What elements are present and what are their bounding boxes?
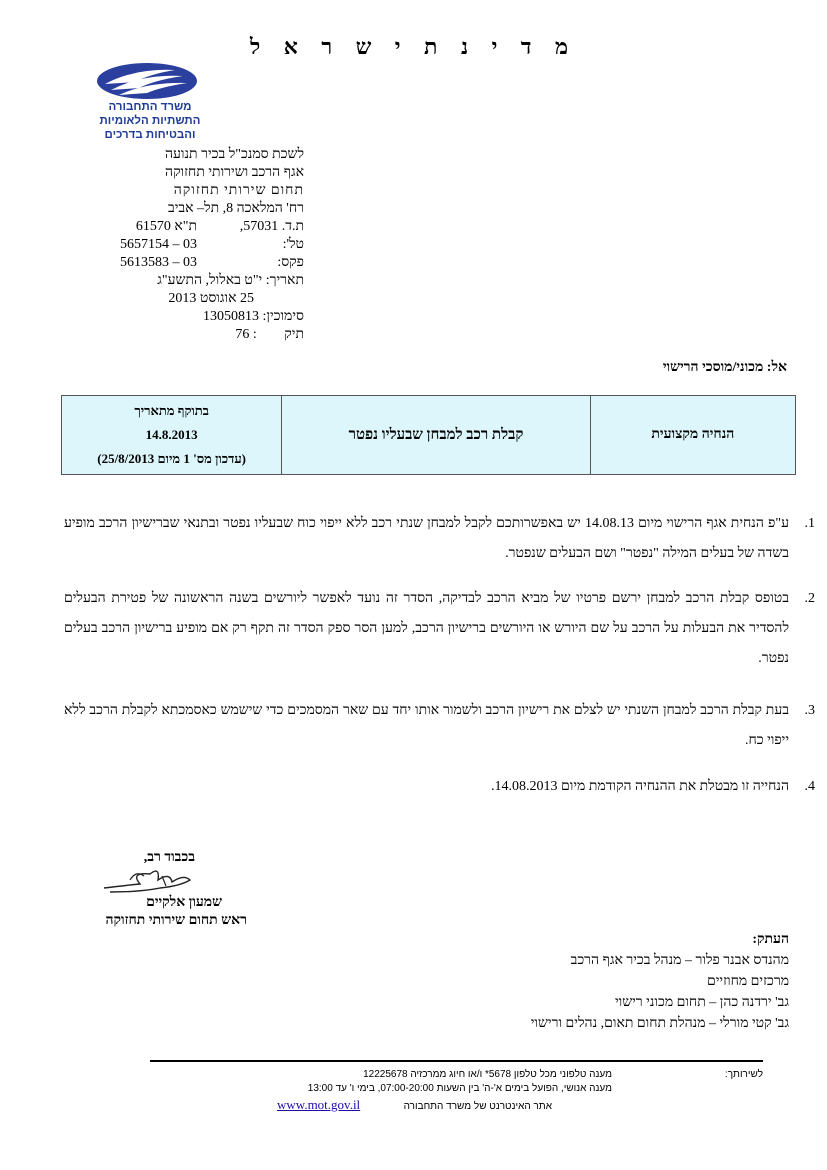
paragraph-number: 2. [804,591,815,606]
footer-line-3: אתר האינטרנט של משרד התחבורה [403,1101,552,1112]
paragraph-text: בעת קבלת הרכב למבחן השנתי יש לצלם את רישיון הרכב ולשמור אותו יחד עם שאר המסמכים כדי שישמש כאסמכתא לקבלת הרכב ללא ייפוי כח. [64,703,789,748]
file-line [84,326,304,344]
footer-service-label: לשירותך: [724,1069,763,1080]
closing-line: בכבוד רב, [143,850,195,865]
recipient-line: אל: מכוני/מוסכי הרישוי [662,360,787,375]
sender-block [84,146,304,344]
ref-label: סימוכין: [262,309,304,324]
cc-block [531,929,789,1034]
date-label: תאריך: [265,273,304,288]
sender-line: תחום שירותי תחזוקה [173,183,304,198]
contact-table [120,218,304,272]
paragraph-number: 1. [804,516,815,531]
sender-line: אגף הרכב ושירותי תחזוקה [165,165,304,180]
validity-cell [62,396,282,475]
paragraph-4 [64,772,815,802]
fax-value: 03 – 5613583 [120,255,197,270]
footer-line-2: מענה אנושי, הפועל בימים א'-ה' בין השעות 07:00-20:00, בימי ו' עד 13:00 [307,1083,612,1094]
ref-value: 13050813 [203,309,259,324]
state-title: מ ד י נ ת י ש ר א ל [249,34,578,59]
signer-title: ראש תחום שירותי תחזוקה [105,913,247,928]
sender-line: לשכת סמנכ"ל בכיר תנועה [164,147,304,162]
valid-from-date: 14.8.2013 [145,427,198,442]
pobox-label: ת.ד. 57031, [239,219,304,234]
ministry-emblem-icon [95,62,199,100]
instruction-subject: קבלת רכב למבחן שבעליו נפטר [282,396,590,475]
signer-name: שמעון אלקיים [146,895,222,910]
file-label: תיק [284,327,304,342]
ministry-logo [85,62,215,142]
logo-line-2: התשתיות הלאומיות [99,115,201,127]
date-line [84,272,304,290]
file-value: : 76 [235,327,257,342]
paragraph-text: הנחייה זו מבטלת את ההנחיה הקודמת מיום 14.08.2013. [491,779,789,794]
logo-line-1: משרד התחבורה [108,101,192,113]
cc-item: מהנדס אבנר פלור – מנהל בכיר אגף הרכב [570,953,789,968]
logo-line-3: והבטיחות בדרכים [104,129,196,141]
paragraph-number: 4. [804,779,815,794]
fax-label: פקס: [277,255,304,270]
ref-line [84,308,304,326]
phone-label: טל': [282,237,304,252]
phone-value: 03 – 5657154 [120,237,197,252]
footer-divider [150,1060,763,1062]
paragraph-2 [64,584,815,674]
footer-line-1: מענה טלפוני מכל טלפון 5678* ו/או חיוג ממרכזיה 12225678 [363,1069,612,1080]
instruction-info-table [61,395,796,475]
paragraph-text: בטופס קבלת הרכב למבחן ירשם פרטיו של מביא הרכב לבדיקה, הסדר זה נועד לאפשר ליורשים בשנה הראשונה של פטירת הבעלים להסדיר את הבעלות על הרכב על שם היורש או היורשים ברישיון הרכב, למען הסר ספק הסדר זה תקף רק אם מופיע ברישיון הרכב בעלים נפטר. [64,591,789,666]
cc-item: גב' ירדנה כהן – תחום מכוני רישוי [614,995,789,1010]
cc-item: גב' קטי מורלי – מנהלת תחום תאום, נהלים ורישוי [530,1016,789,1031]
pobox-city: ת"א 61570 [135,219,197,234]
handwritten-signature-icon [100,862,200,896]
paragraph-number: 3. [804,703,815,718]
update-note: (עדכון מס' 1 מיום 25/8/2013) [97,451,247,466]
cc-item: מרכזים מחוזיים [707,974,789,989]
date-hebrew: י"ט באלול, התשע"ג [157,273,263,288]
instruction-type: הנחיה מקצועית [590,396,795,475]
date-gregorian: 25 אוגוסט 2013 [168,291,254,306]
paragraph-3 [64,696,815,756]
paragraph-1 [64,509,815,569]
paragraph-text: ע"פ הנחית אגף הרישוי מיום 14.08.13 יש באפשרותכם לקבל למבחן שנתי רכב ללא ייפוי כוח שבעליו נפטר ובתנאי שברישיון הרכב מופיע בשדה של בעלים המילה "נפטר" ושם הבעלים שנפטר. [64,516,789,561]
website-link[interactable]: www.mot.gov.il [277,1097,361,1112]
valid-from-label: בתוקף מתאריך [134,403,209,418]
sender-line: רח' המלאכה 8, תל– אביב [167,201,304,216]
cc-label: העתק: [752,932,789,947]
